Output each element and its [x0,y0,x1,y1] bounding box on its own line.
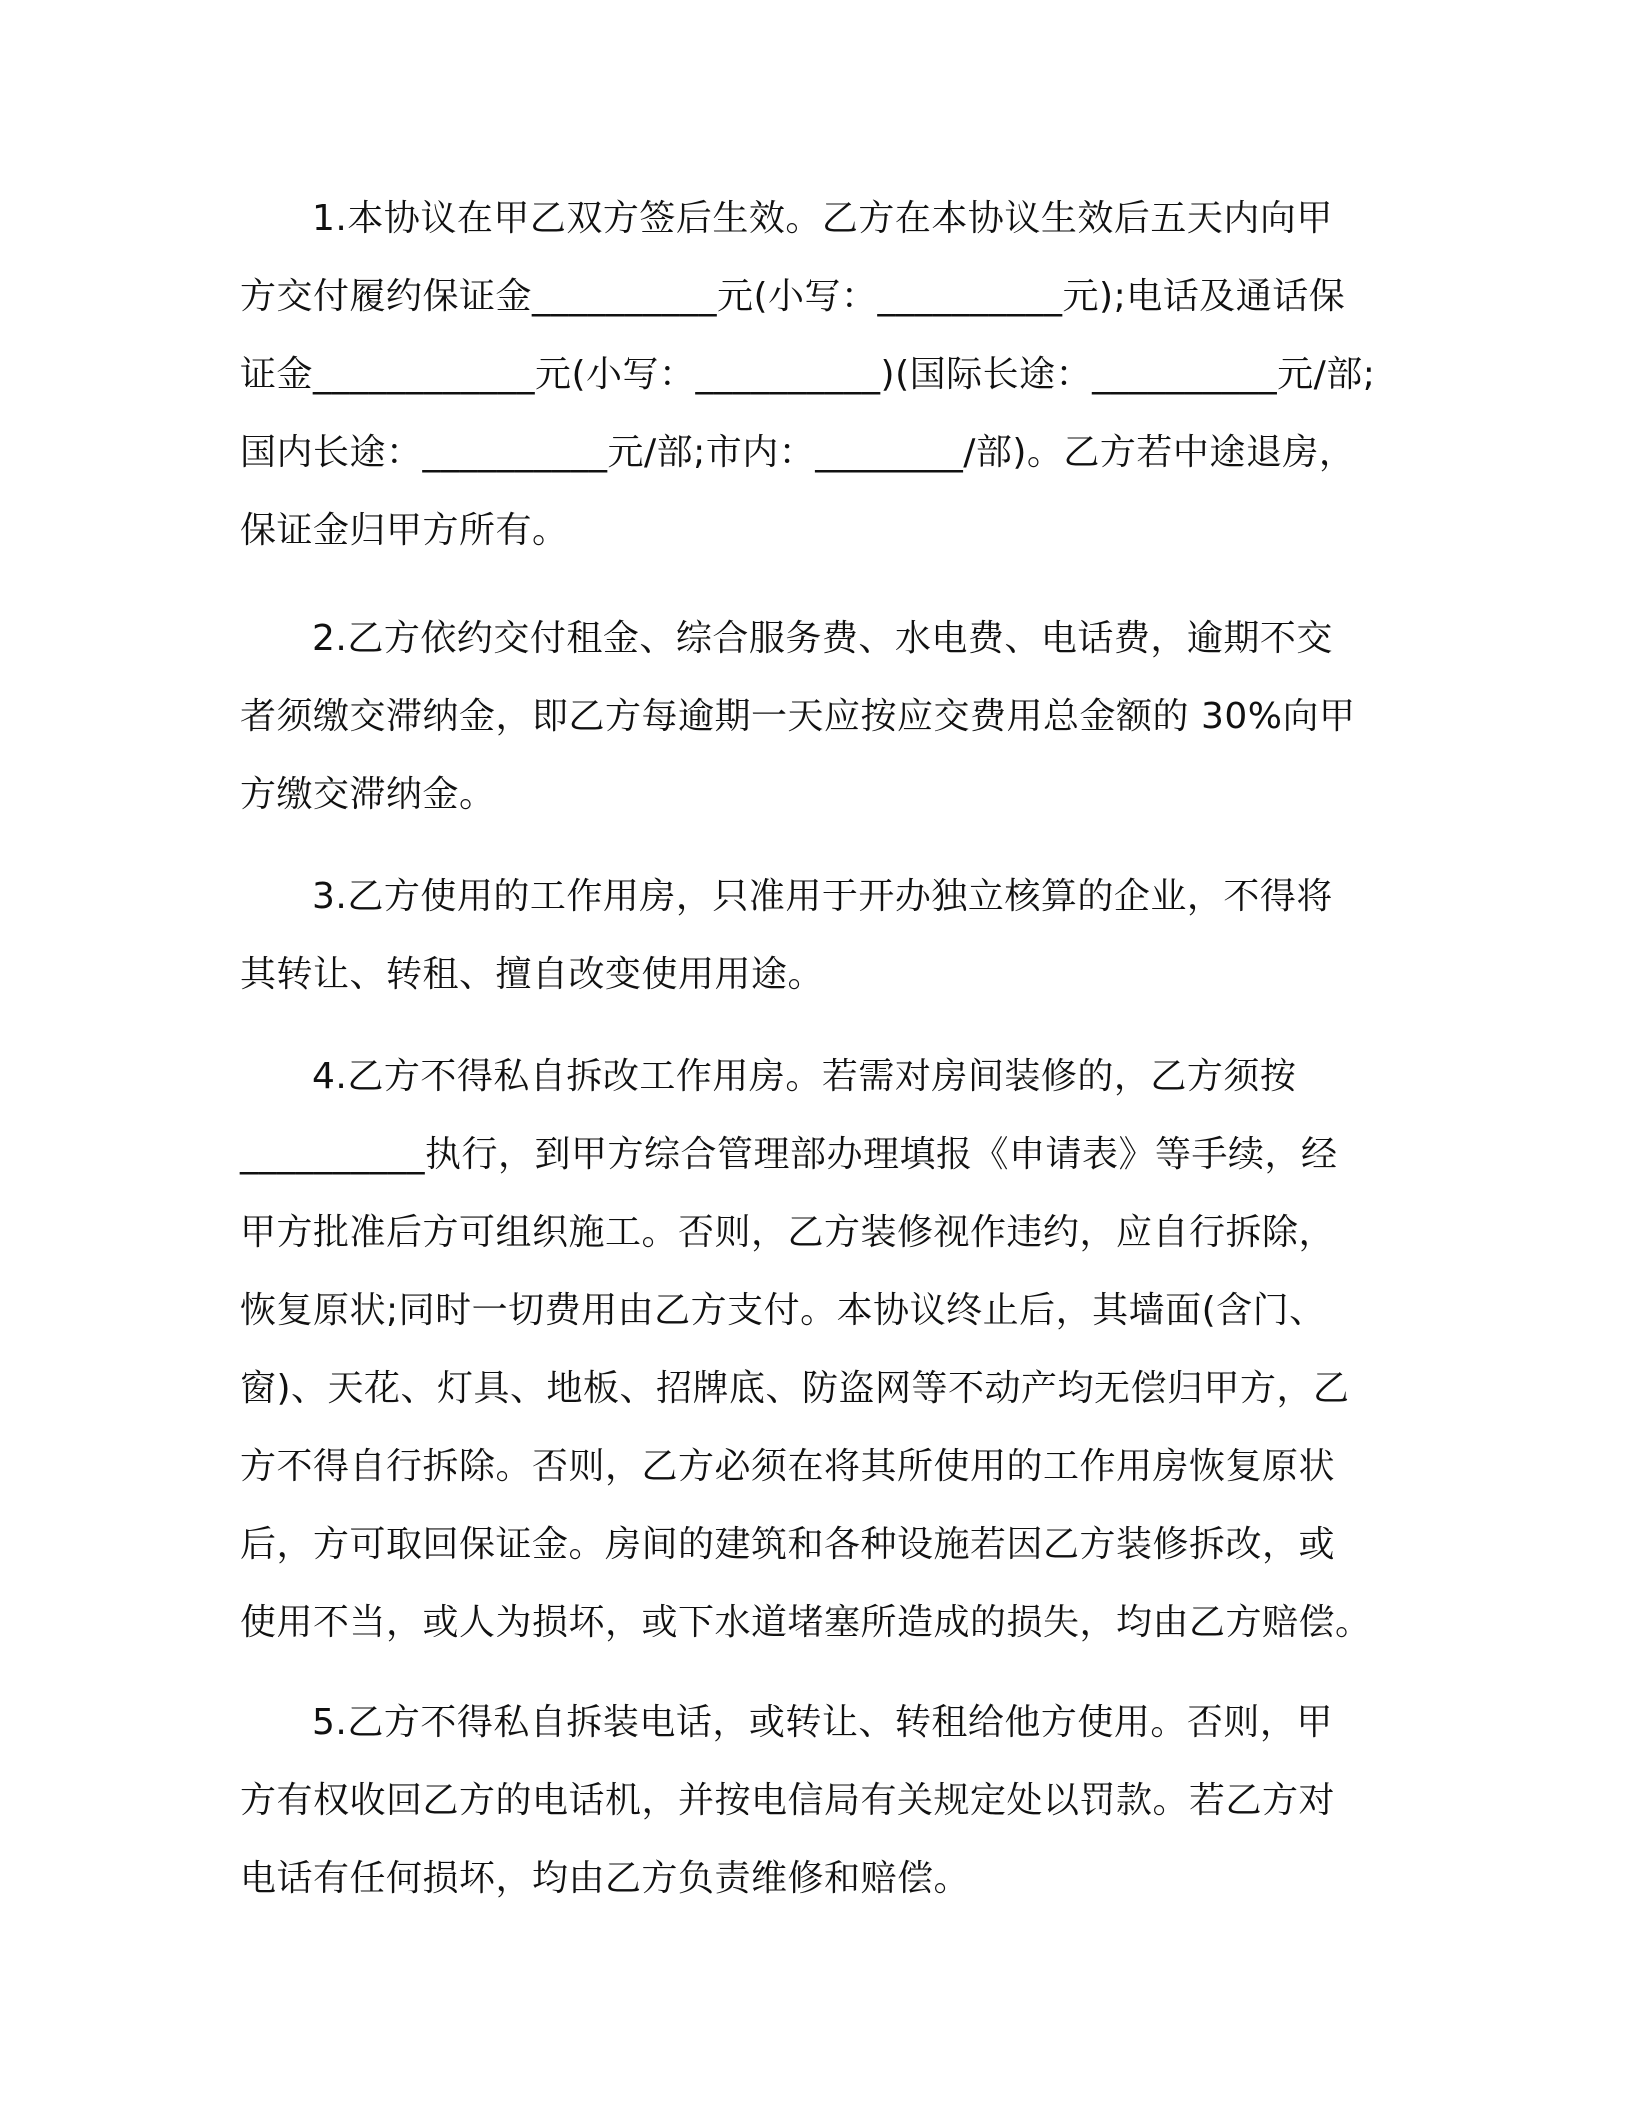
clause-2 [240,600,1355,834]
text-line: 其转让、转租、擅自改变使用用途。 [240,954,825,995]
text-line: 3.乙方使用的工作用房，只准用于开办独立核算的企业，不得将 [312,876,1333,917]
text-line: 国内长途：__________元/部;市内：________/部)。乙方若中途退房， [240,432,1356,473]
text-line: 电话有任何损坏，均由乙方负责维修和赔偿。 [240,1858,971,1899]
clause-3 [240,858,1333,1014]
text-line: 使用不当，或人为损坏，或下水道堵塞所造成的损失，均由乙方赔偿。 [240,1602,1372,1643]
text-line: 者须缴交滞纳金，即乙方每逾期一天应按应交费用总金额的 30%向甲 [240,696,1356,737]
text-line: 恢复原状;同时一切费用由乙方支付。本协议终止后，其墙面(含门、 [240,1290,1326,1331]
text-line: 方不得自行拆除。否则，乙方必须在将其所使用的工作用房恢复原状 [240,1446,1336,1487]
text-line: 后，方可取回保证金。房间的建筑和各种设施若因乙方装修拆改，或 [240,1524,1336,1565]
text-line: 证金____________元(小写：__________)(国际长途：__________元/部; [240,354,1376,395]
text-line: 保证金归甲方所有。 [240,510,569,551]
text-line: 方交付履约保证金__________元(小写：__________元);电话及通话保 [240,276,1346,317]
clause-1 [240,180,1375,570]
text-line: 1.本协议在甲乙双方签后生效。乙方在本协议生效后五天内向甲 [312,198,1333,239]
clause-5 [240,1684,1335,1918]
text-line: 方缴交滞纳金。 [240,774,496,815]
text-line: 4.乙方不得私自拆改工作用房。若需对房间装修的，乙方须按 [312,1056,1297,1097]
text-line: __________执行，到甲方综合管理部办理填报《申请表》等手续，经 [240,1134,1338,1175]
text-line: 2.乙方依约交付租金、综合服务费、水电费、电话费，逾期不交 [312,618,1333,659]
text-line: 5.乙方不得私自拆装电话，或转让、转租给他方使用。否则，甲 [312,1702,1333,1743]
text-line: 方有权收回乙方的电话机，并按电信局有关规定处以罚款。若乙方对 [240,1780,1336,1821]
text-line: 窗)、天花、灯具、地板、招牌底、防盗网等不动产均无偿归甲方，乙 [240,1368,1350,1409]
clause-4 [240,1038,1372,1662]
text-line: 甲方批准后方可组织施工。否则，乙方装修视作违约，应自行拆除， [240,1212,1336,1253]
